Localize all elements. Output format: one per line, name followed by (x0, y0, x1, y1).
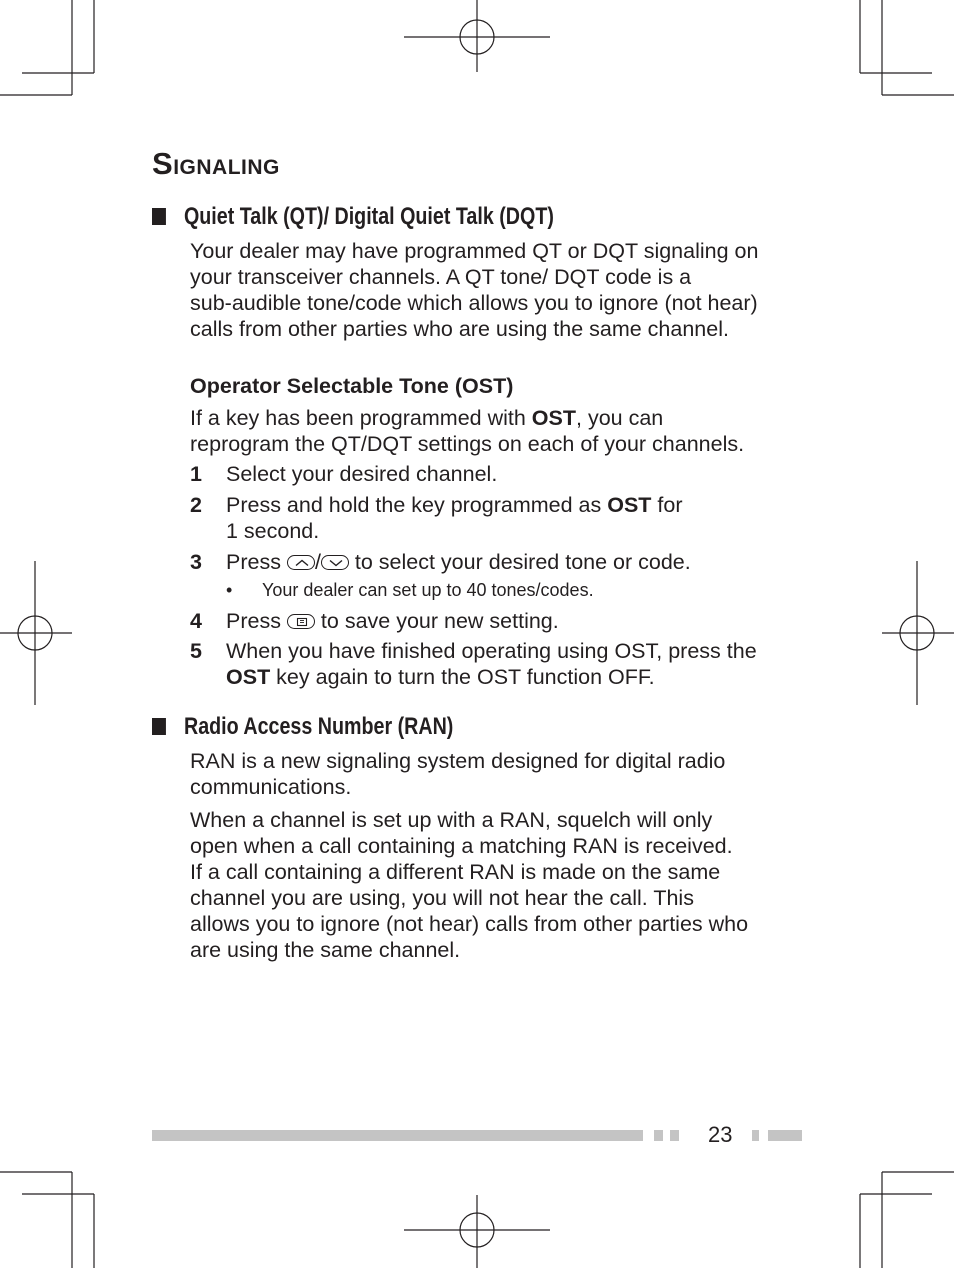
qt-paragraph: Your dealer may have programmed QT or DQT signaling on your transceiver channels. A QT tone/ DQT code is a sub-audible tone/code which allows you to ignore (not hear) calls from other parties who are using the same channel. (190, 239, 759, 341)
footer-bar-dot (752, 1130, 759, 1141)
footer-bar (152, 1130, 643, 1141)
page-number: 23 (708, 1122, 733, 1147)
ran-paragraph-1: RAN is a new signaling system designed for digital radio communications. (190, 749, 726, 799)
footer-bar-end (768, 1130, 802, 1141)
footer-bar-dot (654, 1130, 663, 1141)
ran-paragraph-2: When a channel is set up with a RAN, squelch will only open when a call containing a matching RAN is received. If a call containing a different RAN is made on the same channel you are using, you will not hear the call. This allows you to ignore (not hear) calls from other parties who are using the same channel. (190, 808, 749, 962)
down-arrow-key-icon (321, 555, 349, 570)
square-bullet-icon (152, 718, 166, 735)
ost-heading: Operator Selectable Tone (OST) (190, 374, 514, 398)
footer-bar-dot (670, 1130, 679, 1141)
page-title: SIGNALING (152, 146, 280, 181)
up-arrow-key-icon (287, 555, 315, 570)
square-bullet-icon (152, 208, 166, 225)
section-heading-ran: Radio Access Number (RAN) (152, 713, 453, 741)
menu-key-icon (287, 614, 315, 629)
ost-intro: If a key has been programmed with OST, you can reprogram the QT/DQT settings on each of your channels. (190, 406, 745, 456)
section-heading-qt: Quiet Talk (QT)/ Digital Quiet Talk (DQT) (152, 203, 554, 231)
